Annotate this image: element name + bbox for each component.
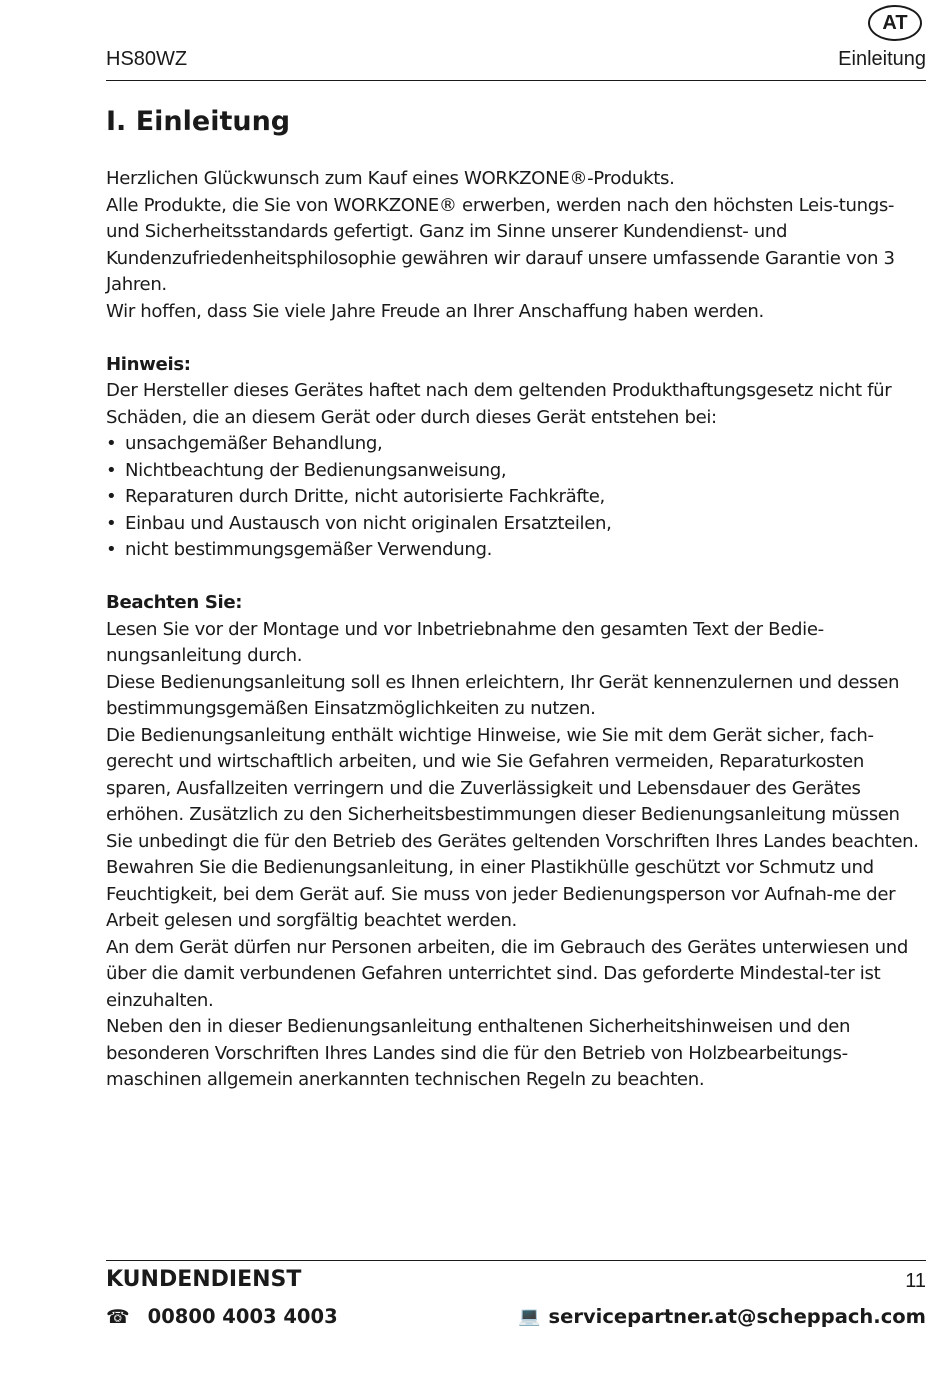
intro-paragraph: Alle Produkte, die Sie von WORKZONE® erwerben, werden nach den höchsten Leis-tungs- und Sicherheitsstandards gefertigt. Ganz im Sinne unserer Kundendienst- und Kundenzufriedenheitsphilosophie gewähren wir darauf unsere umfassende Garantie von 3 Jahren. [106, 194, 895, 295]
attention-paragraph: Bewahren Sie die Bedienungsanleitung, in einer Plastikhülle geschützt vor Schmutz und Feuchtigkeit, bei dem Gerät auf. Sie muss von jeder Bedienungsperson vor Aufnah-me der Arbeit gelesen und sorgfältig beachtet werden. [106, 857, 896, 931]
phone-icon: ☎ [106, 1305, 130, 1328]
footer-email [518, 1305, 926, 1328]
note-heading: Hinweis: [106, 353, 191, 375]
phone-number: 00800 4003 4003 [147, 1305, 338, 1328]
attention-paragraph: An dem Gerät dürfen nur Personen arbeiten, die im Gebrauch des Gerätes unterwiesen und über die damit verbundenen Gefahren unterrichtet sind. Das geforderte Mindestal-ter ist einzuhalten. [106, 936, 909, 1011]
attention-heading: Beachten Sie: [106, 592, 243, 613]
note-text: Der Hersteller dieses Gerätes haftet nach dem geltenden Produkthaftungsgesetz nicht für Schäden, die an diesem Gerät oder durch dieses Gerät entstehen bei: [106, 380, 892, 428]
attention-paragraph: Neben den in dieser Bedienungsanleitung enthaltenen Sicherheitshinweisen und den besonderen Vorschriften Ihres Landes sind die für den Betrieb von Holzbearbeitungs-maschinen allgemein anerkannten technischen Regeln zu beachten. [106, 1016, 851, 1090]
page-title: I. Einleitung [106, 106, 291, 137]
list-item: • nicht bestimmungsgemäßer Verwendung. [106, 537, 926, 564]
list-item: • Einbau und Austausch von nicht originalen Ersatzteilen, [106, 511, 926, 538]
document-body [106, 166, 926, 1094]
computer-icon: 💻 [518, 1306, 541, 1327]
model-label: HS80WZ [106, 48, 188, 70]
list-item: • unsachgemäßer Behandlung, [106, 431, 926, 458]
list-item: • Reparaturen durch Dritte, nicht autorisierte Fachkräfte, [106, 484, 926, 511]
section-label: Einleitung [838, 48, 926, 70]
intro-paragraph: Wir hoffen, dass Sie viele Jahre Freude an Ihrer Anschaffung haben werden. [106, 300, 764, 322]
attention-paragraph: Lesen Sie vor der Montage und vor Inbetriebnahme den gesamten Text der Bedie-nungsanleitung durch. [106, 618, 824, 666]
footer-label: KUNDENDIENST [106, 1267, 302, 1292]
page-number: 11 [905, 1270, 926, 1292]
note-list [106, 431, 926, 564]
intro-paragraph: Herzlichen Glückwunsch zum Kauf eines WORKZONE®-Produkts. [106, 168, 675, 189]
attention-paragraph: Diese Bedienungsanleitung soll es Ihnen erleichtern, Ihr Gerät kennenzulernen und dessen bestimmungsgemäßen Einsatzmöglichkeiten zu nutzen. [106, 671, 900, 719]
email-address: servicepartner.at@scheppach.com [548, 1305, 926, 1328]
footer-divider [106, 1260, 926, 1261]
list-item: • Nichtbeachtung der Bedienungsanweisung, [106, 458, 926, 485]
country-badge: AT [868, 5, 922, 41]
footer-phone [106, 1305, 338, 1328]
page-header [106, 48, 926, 81]
attention-paragraph: Die Bedienungsanleitung enthält wichtige Hinweise, wie Sie mit dem Gerät sicher, fach-gerecht und wirtschaftlich arbeiten, und wie Sie Gefahren vermeiden, Reparaturkosten sparen, Ausfallzeiten verringern und die Zuverlässigkeit und Lebensdauer des Gerätes erhöhen. Zusätzlich zu den Sicherheitsbestimmungen dieser Bedienungsanleitung müssen Sie unbedingt die für den Betrieb des Gerätes geltenden Vorschriften Ihres Landes beachten. [106, 724, 919, 852]
